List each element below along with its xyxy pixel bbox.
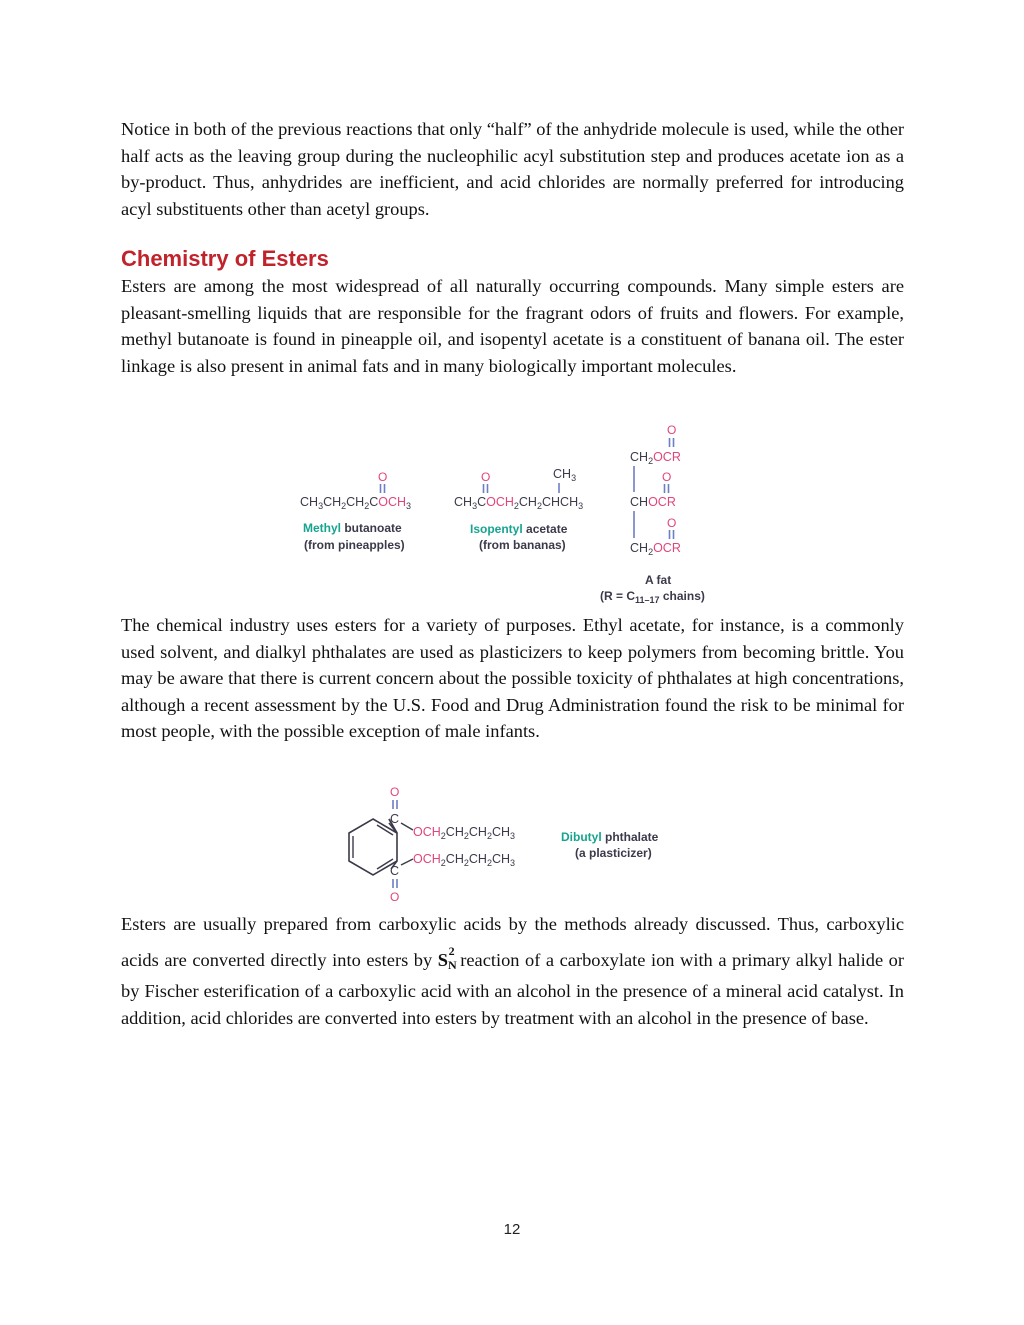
methyl-butanoate-source: (from pineapples): [304, 538, 405, 552]
ester-structures-figure: [290, 420, 740, 610]
methyl-butanoate-structure: [300, 470, 411, 552]
fat-note: ($R = C_{11-17}$ chains): [600, 589, 705, 605]
ester-carbon-upper: C: [390, 812, 400, 826]
methyl-butanoate-formula: $CH_3CH_2CH_2COCH_3$: [300, 495, 412, 511]
dibutyl-phthalate-caption: Dibutyl phthalate: [561, 830, 659, 844]
carbonyl-oxygen: O: [378, 470, 388, 484]
isopentyl-acetate-caption: Isopentyl acetate: [470, 522, 568, 536]
fat-row-top: $CH_2OCR$: [630, 450, 681, 466]
fat-structure: [600, 423, 705, 605]
page-number: 12: [503, 1221, 521, 1238]
butyl-chain-upper: $OCH_2CH_2CH_2CH_3$: [413, 825, 516, 841]
ester-carbon-lower: C: [390, 864, 400, 878]
carbonyl-oxygen: O: [481, 470, 491, 484]
isopentyl-acetate-source: (from bananas): [479, 538, 566, 552]
sn2-notation: $SN^2$: [437, 943, 457, 972]
carbonyl-oxygen: O: [390, 890, 400, 904]
dibutyl-phthalate-figure: [315, 783, 695, 908]
section-heading: Chemistry of Esters: [121, 246, 329, 271]
paragraph-industry: The chemical industry uses esters for a variety of purposes. Ethyl acetate, for instance, is a commonly used solvent, and dialkyl phthalates are used as plasticizers to keep polymers from becoming brittle. You may be aware that there is current concern about the possible toxicity of phthalates at high concentrations, although a recent assessment by the U.S. Food and Drug Administration found the risk to be minimal for most people, with the possible exception of male infants.: [121, 615, 904, 741]
fat-row-middle: CHOCR: [630, 495, 676, 509]
paragraph-anhydrides: Notice in both of the previous reactions that only “half” of the anhydride molecule is used, while the other half acts as the leaving group during the nucleophilic acyl substitution step and produces acetate ion as a by-product. Thus, anhydrides are inefficient, and acid chlorides are normally preferred for introducing acyl substituents other than acetyl groups.: [121, 119, 904, 219]
fat-row-bottom: $CH_2OCR$: [630, 541, 681, 557]
carbonyl-oxygen: O: [662, 470, 672, 484]
carbonyl-oxygen: O: [667, 423, 677, 437]
fat-caption: A fat: [645, 573, 672, 587]
carbonyl-oxygen: O: [390, 785, 400, 799]
butyl-chain-lower: $OCH_2CH_2CH_2CH_3$: [413, 852, 516, 868]
paragraph-esters-intro: Esters are among the most widespread of all naturally occurring compounds. Many simple esters are pleasant-smelling liquids that are responsible for the fragrant odors of fruits and flowers. For example, methyl butanoate is found in pineapple oil, and isopentyl acetate is a constituent of banana oil. The ester linkage is also present in animal fats and in many biologically important molecules.: [121, 276, 904, 376]
methyl-branch: $CH_3$: [553, 467, 577, 483]
carbonyl-oxygen: O: [667, 516, 677, 530]
isopentyl-acetate-formula: $CH_3COCH_2CH_2CHCH_3$: [454, 495, 584, 511]
paragraph-ester-preparation: Esters are usually prepared from carboxylic acids by the methods already discussed. Thus, carboxylic acids are converted directly into esters by $SN^2$ reaction of a carboxylate ion with a primary alkyl halide or by Fischer esterification of a carboxylic acid with an alcohol in the presence of a mineral acid catalyst. In addition, acid chlorides are converted into esters by treatment with an alcohol in the presence of base.: [121, 914, 905, 1028]
dibutyl-phthalate-note: (a plasticizer): [575, 846, 652, 860]
methyl-butanoate-caption: Methyl butanoate: [303, 521, 402, 535]
isopentyl-acetate-structure: [454, 467, 583, 552]
